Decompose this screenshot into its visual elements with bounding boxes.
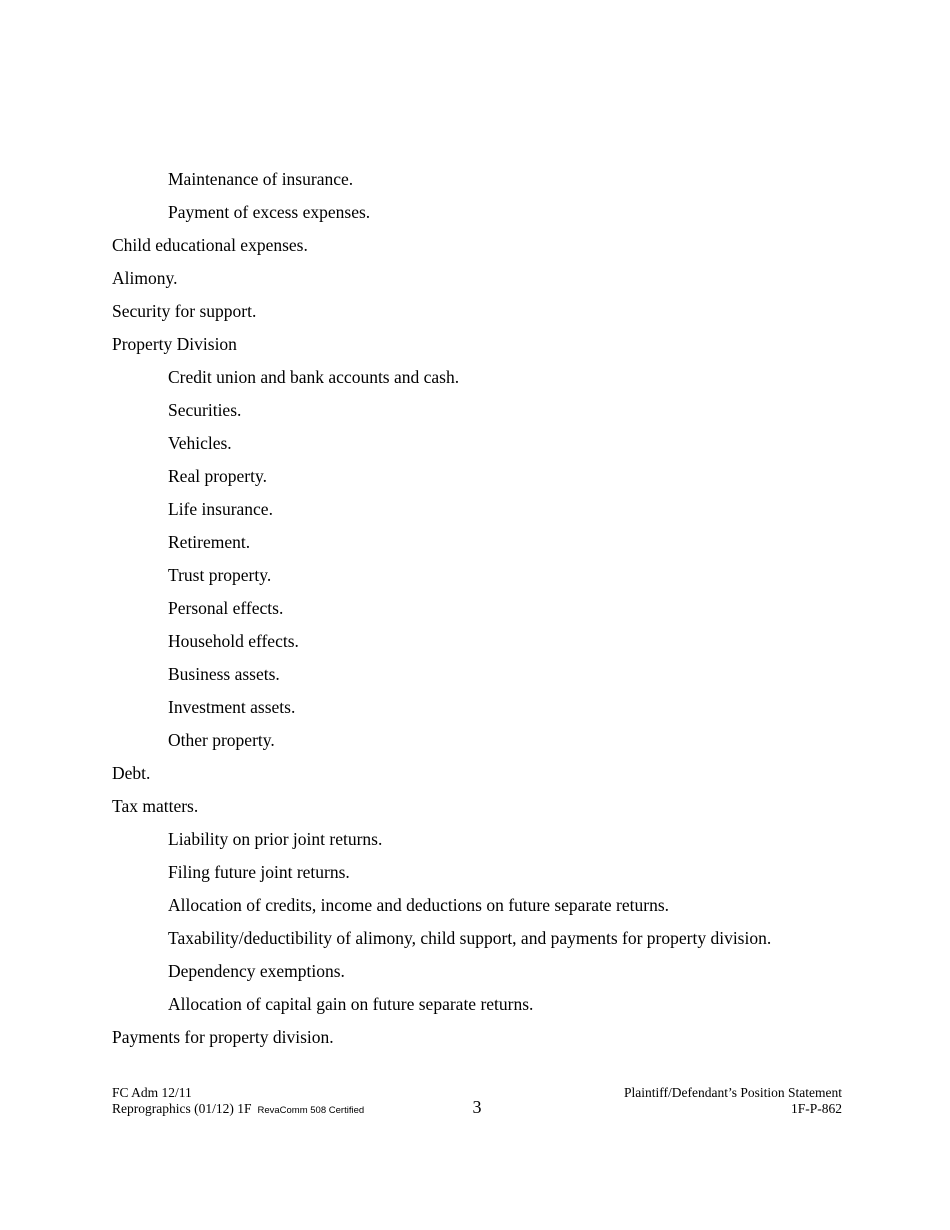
outline-item: Real property. — [168, 466, 267, 486]
outline-item: Other property. — [168, 730, 275, 750]
outline-item: Household effects. — [168, 631, 299, 651]
page-number: 3 — [472, 1097, 482, 1117]
outline-item: Alimony. — [112, 268, 178, 288]
outline-item: Investment assets. — [168, 697, 296, 717]
footer-right — [624, 1085, 842, 1117]
outline-item: Vehicles. — [168, 433, 232, 453]
outline-item: Debt. — [112, 763, 151, 783]
outline-item: Retirement. — [168, 532, 251, 552]
outline-item: Securities. — [168, 400, 242, 420]
outline-item: Payment of excess expenses. — [168, 202, 371, 222]
outline-item: Liability on prior joint returns. — [168, 829, 383, 849]
outline-item: Allocation of credits, income and deductions on future separate returns. — [168, 895, 670, 915]
outline-item: Child educational expenses. — [112, 235, 308, 255]
page-footer — [112, 1085, 842, 1125]
reprographics-code: Reprographics (01/12) 1F — [112, 1101, 252, 1116]
outline-list — [112, 167, 771, 1058]
outline-item: Security for support. — [112, 301, 257, 321]
outline-item: Dependency exemptions. — [168, 961, 345, 981]
form-revision: FC Adm 12/11 — [112, 1085, 192, 1100]
outline-item: Tax matters. — [112, 796, 199, 816]
outline-item: Property Division — [112, 334, 237, 354]
form-title: Plaintiff/Defendant’s Position Statement — [624, 1085, 842, 1100]
outline-item: Life insurance. — [168, 499, 273, 519]
form-number: 1F-P-862 — [790, 1101, 842, 1116]
outline-item: Business assets. — [168, 664, 280, 684]
outline-item: Trust property. — [168, 565, 272, 585]
outline-item: Allocation of capital gain on future separate returns. — [168, 994, 534, 1014]
outline-item: Payments for property division. — [112, 1027, 334, 1047]
outline-item: Taxability/deductibility of alimony, child support, and payments for property division. — [168, 928, 772, 948]
outline-item: Credit union and bank accounts and cash. — [168, 367, 460, 387]
outline-item: Filing future joint returns. — [168, 862, 350, 882]
outline-item: Maintenance of insurance. — [168, 169, 354, 189]
certification-note: RevaComm 508 Certified — [257, 1105, 365, 1116]
outline-item: Personal effects. — [168, 598, 284, 618]
